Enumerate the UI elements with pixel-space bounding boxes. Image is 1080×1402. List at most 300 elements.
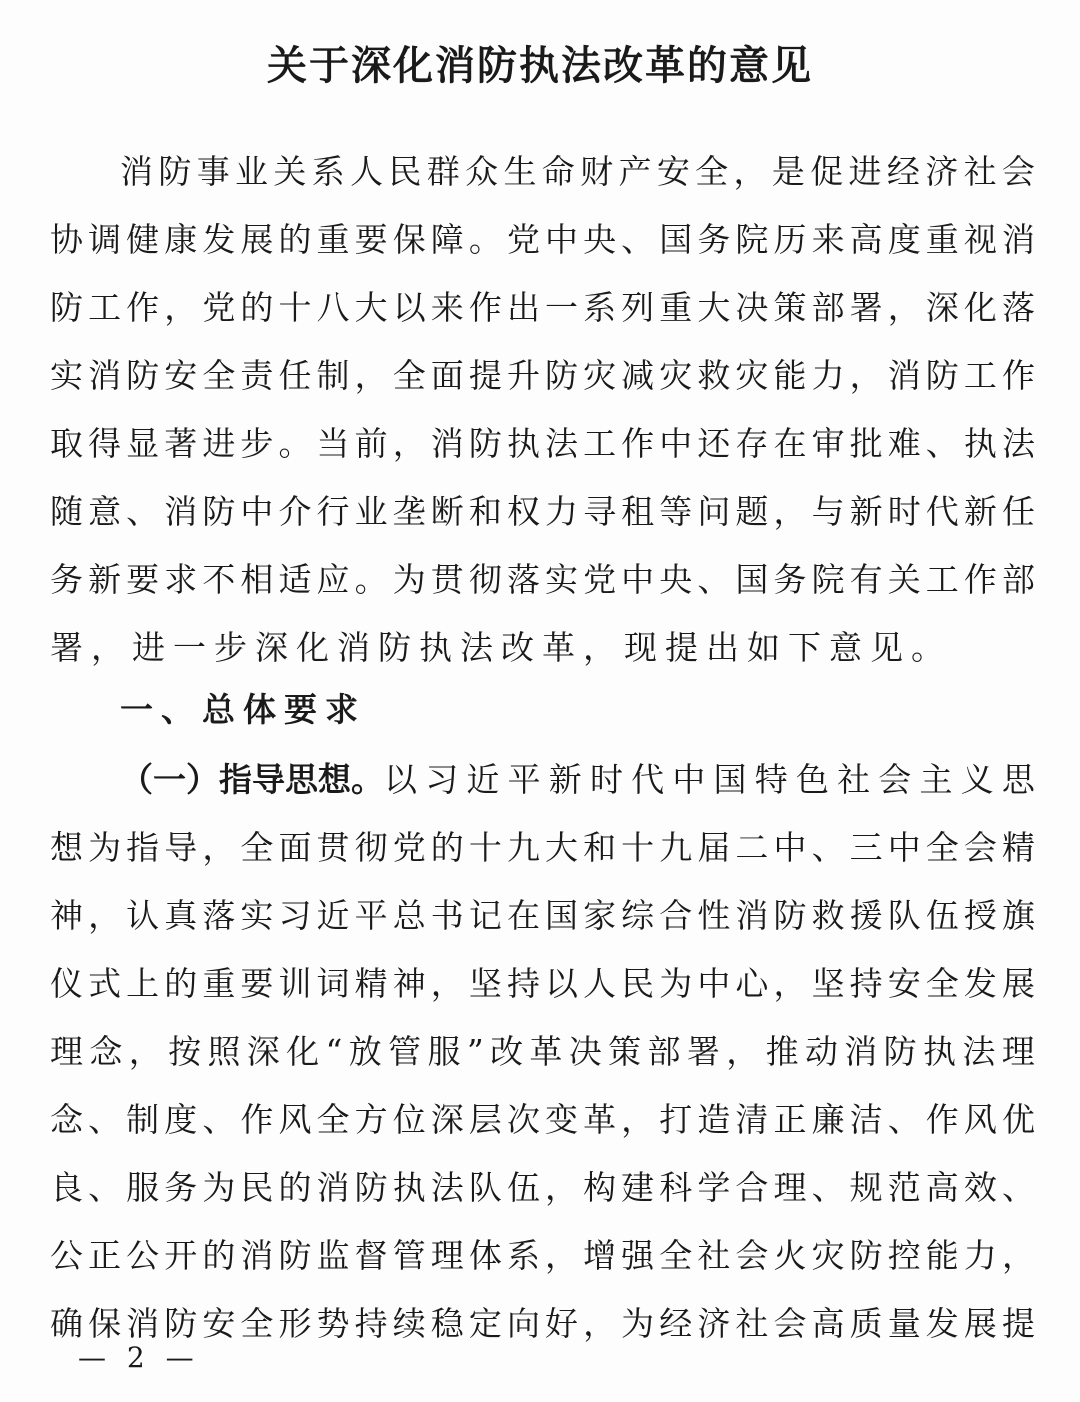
glyph: 高 [849, 220, 883, 259]
glyph: 还 [697, 424, 731, 463]
glyph: 的 [240, 288, 274, 327]
glyph: 历 [773, 220, 807, 259]
glyph: 制 [126, 1100, 160, 1139]
glyph: 、 [126, 492, 160, 531]
glyph: 、 [88, 1168, 122, 1207]
glyph: 面 [278, 828, 312, 867]
glyph: 为 [659, 964, 693, 1003]
glyph: 正 [773, 1100, 807, 1139]
paragraph-line [50, 490, 1035, 534]
glyph: 难 [887, 424, 921, 463]
glyph: 度 [164, 1100, 198, 1139]
glyph: 要 [126, 560, 160, 599]
glyph: 精 [1001, 828, 1035, 867]
glyph: 促 [810, 152, 844, 191]
glyph: 、 [621, 220, 655, 259]
glyph: 命 [541, 152, 575, 191]
glyph: 改 [490, 1032, 524, 1071]
glyph: ， [545, 1236, 579, 1275]
glyph: 应 [316, 560, 350, 599]
glyph: 落 [506, 560, 540, 599]
glyph: 防 [925, 356, 959, 395]
glyph: 力 [811, 356, 845, 395]
glyph: ， [545, 1168, 579, 1207]
glyph: 实 [545, 560, 579, 599]
glyph: ， [726, 1032, 760, 1071]
glyph: 防 [883, 1032, 917, 1071]
glyph: 好 [545, 1304, 579, 1343]
glyph: 经 [659, 1304, 693, 1343]
glyph: 灾 [735, 356, 769, 395]
glyph: ， [733, 152, 767, 191]
glyph: 方 [354, 1100, 388, 1139]
glyph: 在 [506, 896, 540, 935]
glyph: 主 [919, 760, 953, 799]
glyph: 势 [316, 1304, 350, 1343]
glyph: 以 [545, 964, 579, 1003]
glyph: 心 [735, 964, 769, 1003]
glyph: 学 [697, 1168, 731, 1207]
glyph: 精 [354, 964, 388, 1003]
glyph: 法 [1001, 424, 1035, 463]
glyph: 革 [583, 1100, 617, 1139]
glyph: 院 [735, 220, 769, 259]
glyph: 断 [430, 492, 464, 531]
glyph: 民 [388, 152, 422, 191]
glyph: 消 [430, 424, 464, 463]
document-title: 关于深化消防执法改革的意见 [267, 42, 813, 89]
glyph: 持 [849, 964, 883, 1003]
glyph: 中 [621, 560, 655, 599]
glyph: ， [887, 288, 921, 327]
glyph: 民 [240, 1168, 274, 1207]
glyph: 和 [583, 828, 617, 867]
glyph: 产 [618, 152, 652, 191]
paragraph-line [50, 1030, 1035, 1074]
glyph: 革 [542, 628, 575, 667]
glyph: 特 [754, 760, 788, 799]
glyph: 风 [963, 1100, 997, 1139]
glyph: 出 [506, 288, 540, 327]
glyph: 系 [311, 152, 345, 191]
glyph: 落 [1001, 288, 1035, 327]
glyph: 监 [316, 1236, 350, 1275]
glyph: 思 [1001, 760, 1035, 799]
glyph: 消 [240, 1236, 274, 1275]
glyph: 近 [316, 896, 350, 935]
glyph: “ [325, 1032, 343, 1071]
glyph: 法 [545, 424, 579, 463]
glyph: 济 [697, 1304, 731, 1343]
glyph: 向 [506, 1304, 540, 1343]
glyph: 。 [278, 424, 312, 463]
paragraph-line [50, 894, 1035, 938]
paragraph-line [50, 626, 1035, 670]
glyph: 坚 [468, 964, 502, 1003]
glyph: 批 [849, 424, 883, 463]
glyph: 效 [963, 1168, 997, 1207]
glyph: 制 [316, 356, 350, 395]
paragraph-line [50, 286, 1035, 330]
glyph: 意 [829, 628, 862, 667]
glyph: 进 [132, 628, 165, 667]
glyph: 持 [506, 964, 540, 1003]
glyph: 量 [887, 1304, 921, 1343]
glyph: 清 [735, 1100, 769, 1139]
glyph: 全 [695, 152, 729, 191]
glyph: 寻 [583, 492, 617, 531]
glyph: 康 [164, 220, 198, 259]
glyph: 十 [468, 828, 502, 867]
glyph: 十 [621, 828, 655, 867]
glyph: 重 [659, 288, 693, 327]
glyph: 经 [886, 152, 920, 191]
glyph: 来 [430, 288, 464, 327]
paragraph-line [50, 558, 1035, 602]
glyph: 题 [735, 492, 769, 531]
glyph: 平 [507, 760, 541, 799]
glyph: 平 [354, 896, 388, 935]
glyph: 稳 [430, 1304, 464, 1343]
glyph: 意 [88, 492, 122, 531]
glyph: 署 [849, 288, 883, 327]
glyph: 为 [392, 560, 426, 599]
glyph: 显 [126, 424, 160, 463]
glyph: 进 [848, 152, 882, 191]
glyph: 优 [1001, 1100, 1035, 1139]
glyph: 人 [350, 152, 384, 191]
glyph: 性 [697, 896, 731, 935]
glyph: 力 [545, 492, 579, 531]
glyph: 习 [425, 760, 459, 799]
glyph: 时 [589, 760, 623, 799]
glyph: 放 [348, 1032, 382, 1071]
glyph: 中 [887, 828, 921, 867]
glyph: 坚 [811, 964, 845, 1003]
glyph: 作 [621, 424, 655, 463]
paragraph-line [50, 1234, 1035, 1278]
glyph: 高 [811, 1304, 845, 1343]
glyph: 十 [278, 288, 312, 327]
glyph: 构 [583, 1168, 617, 1207]
glyph: 形 [278, 1304, 312, 1343]
glyph: 深 [255, 628, 288, 667]
glyph: 习 [278, 896, 312, 935]
glyph: 展 [240, 220, 274, 259]
glyph: 防 [278, 1236, 312, 1275]
glyph: 九 [659, 828, 693, 867]
glyph: 深 [925, 288, 959, 327]
glyph: 障 [430, 220, 464, 259]
glyph: 授 [963, 896, 997, 935]
glyph: 垄 [392, 492, 426, 531]
glyph: 策 [608, 1032, 642, 1071]
glyph: 民 [621, 964, 655, 1003]
glyph: 全 [240, 1304, 274, 1343]
glyph: 进 [202, 424, 236, 463]
paragraph-line-lead [120, 758, 1035, 802]
glyph: 列 [621, 288, 655, 327]
glyph: 是 [771, 152, 805, 191]
glyph: 关 [887, 560, 921, 599]
glyph: 援 [849, 896, 883, 935]
glyph: 要 [240, 964, 274, 1003]
glyph: 工 [583, 424, 617, 463]
glyph: ， [91, 628, 124, 667]
glyph: 。 [911, 628, 944, 667]
glyph: 深 [246, 1032, 280, 1071]
glyph: 责 [240, 356, 274, 395]
glyph: 与 [811, 492, 845, 531]
glyph: 安 [164, 356, 198, 395]
glyph: 中 [672, 760, 706, 799]
paragraph-line [50, 422, 1035, 466]
glyph: 防 [158, 152, 192, 191]
glyph: 代 [925, 492, 959, 531]
glyph: 安 [656, 152, 690, 191]
glyph: 以 [392, 288, 426, 327]
glyph: ， [849, 356, 883, 395]
glyph: 义 [960, 760, 994, 799]
glyph: 新 [849, 492, 883, 531]
glyph: 众 [465, 152, 499, 191]
glyph: 策 [773, 288, 807, 327]
glyph: 人 [583, 964, 617, 1003]
glyph: 要 [354, 220, 388, 259]
glyph: 能 [773, 356, 807, 395]
glyph: 系 [583, 288, 617, 327]
glyph: 和 [468, 492, 502, 531]
glyph: ， [88, 896, 122, 935]
glyph: 法 [962, 1032, 996, 1071]
glyph: 次 [506, 1100, 540, 1139]
glyph: 工 [925, 560, 959, 599]
glyph: 、 [887, 1100, 921, 1139]
glyph: ， [392, 424, 426, 463]
glyph: 力 [963, 1236, 997, 1275]
glyph: 见 [870, 628, 903, 667]
glyph: 一 [173, 628, 206, 667]
glyph: 相 [240, 560, 274, 599]
glyph: 随 [50, 492, 83, 531]
glyph: 法 [460, 628, 493, 667]
glyph: 提 [665, 628, 698, 667]
glyph: 近 [466, 760, 500, 799]
glyph: 会 [773, 1304, 807, 1343]
glyph: 务 [773, 560, 807, 599]
glyph: 防 [545, 356, 579, 395]
glyph: 实 [240, 896, 274, 935]
glyph: 、 [925, 424, 959, 463]
glyph: 防 [849, 1236, 883, 1275]
glyph: 作 [925, 1100, 959, 1139]
glyph: 合 [659, 896, 693, 935]
glyph: 层 [468, 1100, 502, 1139]
glyph: 彻 [354, 828, 388, 867]
glyph: 重 [316, 220, 350, 259]
glyph: 消 [887, 356, 921, 395]
glyph: 神 [392, 964, 426, 1003]
glyph: 全 [659, 1236, 693, 1275]
glyph: 权 [506, 492, 540, 531]
glyph: 灾 [659, 356, 693, 395]
glyph: ， [773, 964, 807, 1003]
glyph: 党 [202, 288, 236, 327]
glyph: 化 [963, 288, 997, 327]
glyph: 国 [545, 896, 579, 935]
glyph: 风 [278, 1100, 312, 1139]
glyph: 会 [735, 1236, 769, 1275]
glyph: 社 [697, 1236, 731, 1275]
glyph: 队 [887, 896, 921, 935]
glyph: 不 [202, 560, 236, 599]
glyph: 全 [316, 1100, 350, 1139]
paragraph-line [50, 1098, 1035, 1142]
glyph: 等 [659, 492, 693, 531]
glyph: 新 [548, 760, 582, 799]
glyph: 署 [50, 628, 83, 667]
glyph: 九 [506, 828, 540, 867]
glyph: 部 [811, 288, 845, 327]
glyph: 院 [811, 560, 845, 599]
glyph: 为 [202, 1168, 236, 1207]
paragraph-line [120, 150, 1035, 194]
glyph: 控 [887, 1236, 921, 1275]
glyph: 能 [925, 1236, 959, 1275]
glyph: 彻 [468, 560, 502, 599]
glyph: 会 [878, 760, 912, 799]
glyph: 度 [887, 220, 921, 259]
glyph: ， [430, 964, 464, 1003]
glyph: 安 [202, 1304, 236, 1343]
glyph: 提 [468, 356, 502, 395]
glyph: 消 [316, 1168, 350, 1207]
glyph: 仪 [50, 964, 83, 1003]
glyph: 色 [795, 760, 829, 799]
glyph: 管 [388, 1032, 422, 1071]
glyph: 关 [273, 152, 307, 191]
glyph: 动 [804, 1032, 838, 1071]
paragraph-line [50, 1166, 1035, 1210]
glyph: 事 [196, 152, 230, 191]
glyph: 务 [164, 1168, 198, 1207]
glyph: 作 [468, 288, 502, 327]
glyph: 消 [126, 1304, 160, 1343]
glyph: 防 [126, 356, 160, 395]
glyph: 防 [773, 896, 807, 935]
glyph: 全 [392, 356, 426, 395]
glyph: 训 [278, 964, 312, 1003]
glyph: 洁 [849, 1100, 883, 1139]
glyph: 存 [735, 424, 769, 463]
glyph: 消 [735, 896, 769, 935]
glyph: 管 [392, 1236, 426, 1275]
glyph: 国 [659, 220, 693, 259]
glyph: 决 [735, 288, 769, 327]
glyph: 灾 [583, 356, 617, 395]
glyph: 作 [1001, 356, 1035, 395]
glyph: 定 [468, 1304, 502, 1343]
glyph: 为 [88, 828, 122, 867]
glyph: 下 [788, 628, 821, 667]
glyph: 神 [50, 896, 83, 935]
paragraph-line [50, 962, 1035, 1006]
glyph: 减 [621, 356, 655, 395]
glyph: 服 [126, 1168, 160, 1207]
glyph: 发 [925, 1304, 959, 1343]
glyph: 化 [296, 628, 329, 667]
glyph: 范 [887, 1168, 921, 1207]
glyph: 中 [773, 828, 807, 867]
glyph: 务 [697, 220, 731, 259]
glyph: 一 [545, 288, 579, 327]
glyph: 的 [202, 1236, 236, 1275]
glyph: 队 [468, 1168, 502, 1207]
glyph: 消 [844, 1032, 878, 1071]
glyph: 国 [735, 560, 769, 599]
glyph: 中 [545, 220, 579, 259]
glyph: 重 [925, 220, 959, 259]
glyph: 增 [583, 1236, 617, 1275]
glyph: 以 [384, 760, 417, 799]
glyph: 理 [773, 1168, 807, 1207]
glyph: 造 [697, 1100, 731, 1139]
glyph: 届 [697, 828, 731, 867]
glyph: 在 [773, 424, 807, 463]
glyph: 会 [1001, 152, 1035, 191]
glyph: 开 [164, 1236, 198, 1275]
glyph: 步 [214, 628, 247, 667]
glyph: 伍 [925, 896, 959, 935]
glyph: 合 [735, 1168, 769, 1207]
glyph: 中 [697, 964, 731, 1003]
glyph: 公 [50, 1236, 83, 1275]
glyph: 为 [621, 1304, 655, 1343]
glyph: ” [466, 1032, 484, 1071]
glyph: 党 [506, 220, 540, 259]
glyph: 深 [430, 1100, 464, 1139]
glyph: 的 [430, 828, 464, 867]
glyph: 质 [849, 1304, 883, 1343]
glyph: 革 [529, 1032, 563, 1071]
glyph: 全 [240, 828, 274, 867]
glyph: 词 [316, 964, 350, 1003]
glyph: 作 [126, 288, 160, 327]
glyph: 财 [580, 152, 614, 191]
glyph: 实 [50, 356, 83, 395]
glyph: ， [164, 288, 198, 327]
glyph: 位 [392, 1100, 426, 1139]
glyph: 消 [337, 628, 370, 667]
glyph: 防 [378, 628, 411, 667]
glyph: 著 [164, 424, 198, 463]
glyph: 群 [426, 152, 460, 191]
glyph: 党 [392, 828, 426, 867]
glyph: 大 [545, 828, 579, 867]
glyph: 打 [659, 1100, 693, 1139]
glyph: 贯 [316, 828, 350, 867]
glyph: 执 [923, 1032, 957, 1071]
glyph: 指 [126, 828, 160, 867]
glyph: 落 [202, 896, 236, 935]
glyph: 党 [583, 560, 617, 599]
glyph: 执 [506, 424, 540, 463]
glyph: 执 [419, 628, 452, 667]
glyph: 念 [50, 1100, 83, 1139]
glyph: 如 [747, 628, 780, 667]
glyph: 中 [240, 492, 274, 531]
glyph: 任 [1001, 492, 1035, 531]
